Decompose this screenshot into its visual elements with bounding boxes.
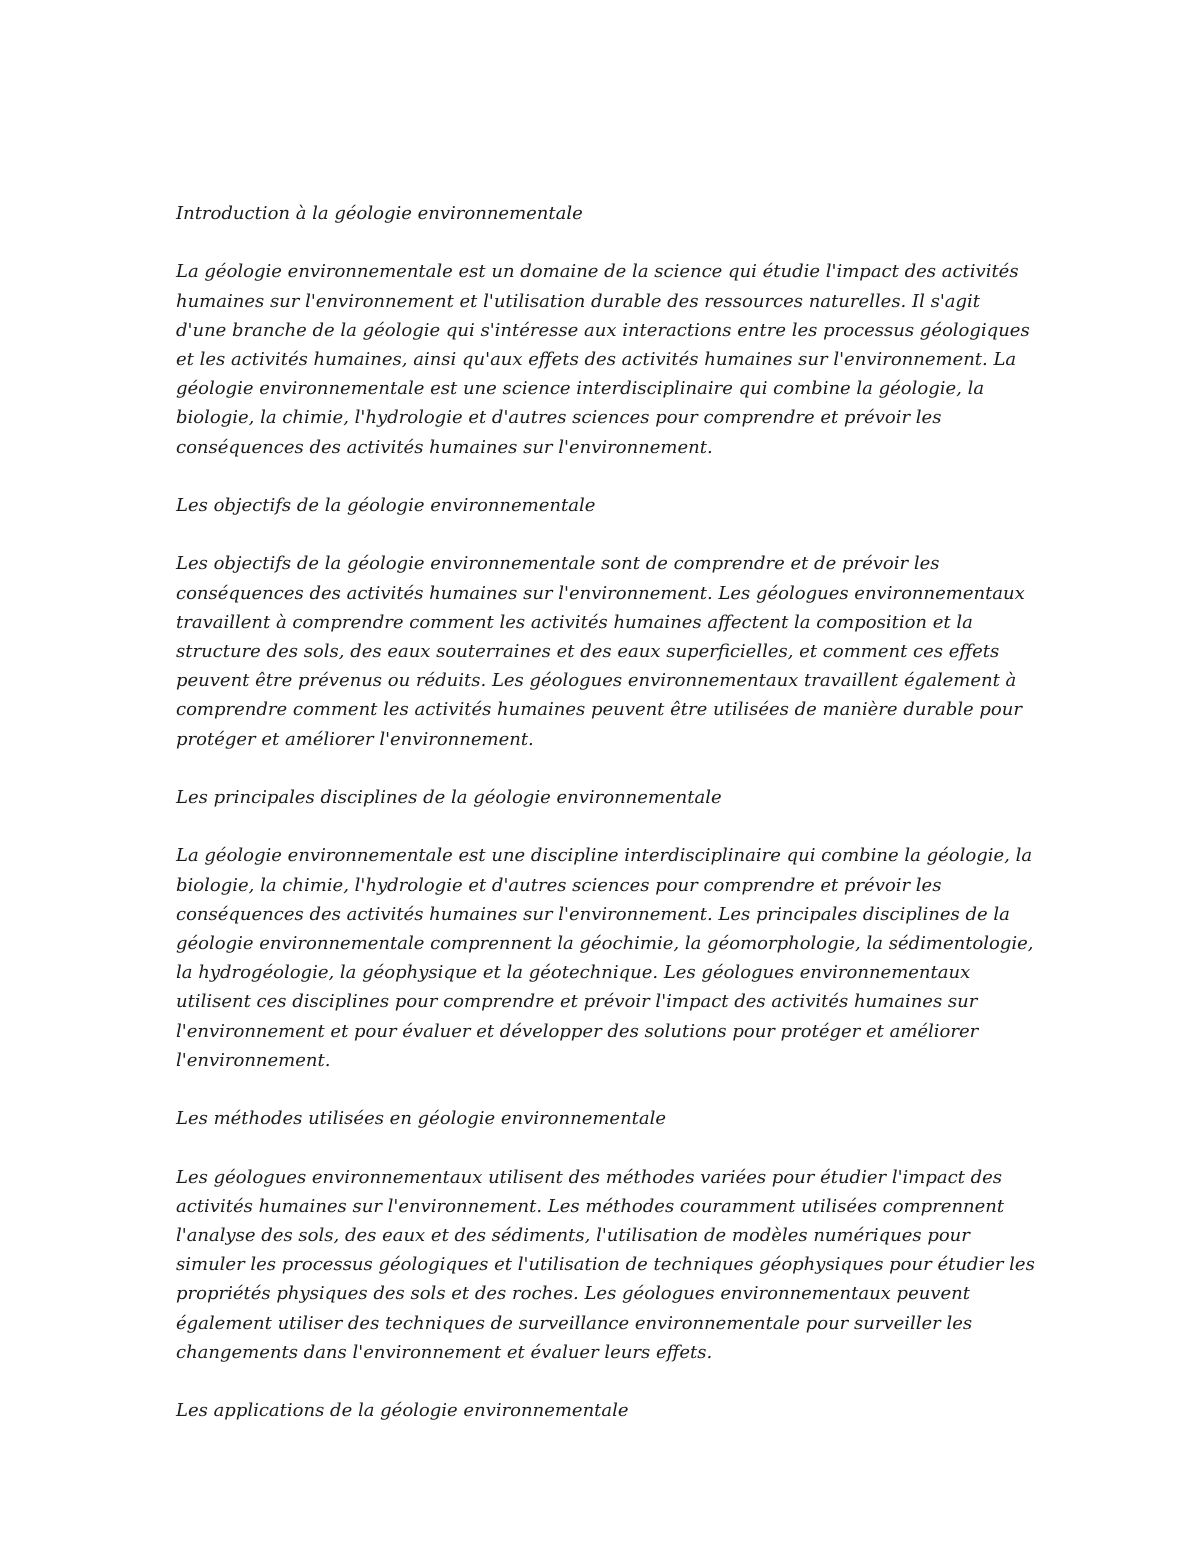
section-paragraph-objectifs: Les objectifs de la géologie environnementale sont de comprendre et de prévoir les conséquences des activités humaines sur l'environnement. Les géologues environnementaux travaillent à comprendre comment les activités humaines affectent la composition et la structure des sols, des eaux souterraines et des eaux superficielles, et comment ces effets peuvent être prévenus ou réduits. Les géologues environnementaux travaillent également à comprendre comment les activités humaines peuvent être utilisées de manière durable pour protéger et améliorer l'environnement. [176,553,1025,750]
section-paragraph-disciplines: La géologie environnementale est une discipline interdisciplinaire qui combine la géologie, la biologie, la chimie, l'hydrologie et d'autres sciences pour comprendre et prévoir les conséquences des activités humaines sur l'environnement. Les principales disciplines de la géologie environnementale comprennent la géochimie, la géomorphologie, la sédimentologie, la hydrogéologie, la géophysique et la géotechnique. Les géologues environnementaux utilisent ces disciplines pour comprendre et prévoir l'impact des activités humaines sur l'environnement et pour évaluer et développer des solutions pour protéger et améliorer l'environnement. [176,845,1034,1071]
section-heading-introduction: Introduction à la géologie environnementale [176,203,583,224]
section-heading-objectifs: Les objectifs de la géologie environnementale [176,495,596,516]
document-body [176,199,1036,1455]
section-heading-disciplines: Les principales disciplines de la géologie environnementale [176,787,722,808]
section-heading-applications: Les applications de la géologie environnementale [176,1400,629,1422]
section-paragraph-methodes: Les géologues environnementaux utilisent des méthodes variées pour étudier l'impact des activités humaines sur l'environnement. Les méthodes couramment utilisées comprennent l'analyse des sols, des eaux et des sédiments, l'utilisation de modèles numériques pour simuler les processus géologiques et l'utilisation de techniques géophysiques pour étudier les propriétés physiques des sols et des roches. Les géologues environnementaux peuvent également utiliser des techniques de surveillance environnementale pour surveiller les changements dans l'environnement et évaluer leurs effets. [176,1166,1035,1363]
section-paragraph-introduction: La géologie environnementale est un domaine de la science qui étudie l'impact des activités humaines sur l'environnement et l'utilisation durable des ressources naturelles. Il s'agit d'une branche de la géologie qui s'intéresse aux interactions entre les processus géologiques et les activités humaines, ainsi qu'aux effets des activités humaines sur l'environnement. La géologie environnementale est une science interdisciplinaire qui combine la géologie, la biologie, la chimie, l'hydrologie et d'autres sciences pour comprendre et prévoir les conséquences des activités humaines sur l'environnement. [176,261,1030,458]
section-heading-methodes: Les méthodes utilisées en géologie environnementale [176,1108,667,1130]
